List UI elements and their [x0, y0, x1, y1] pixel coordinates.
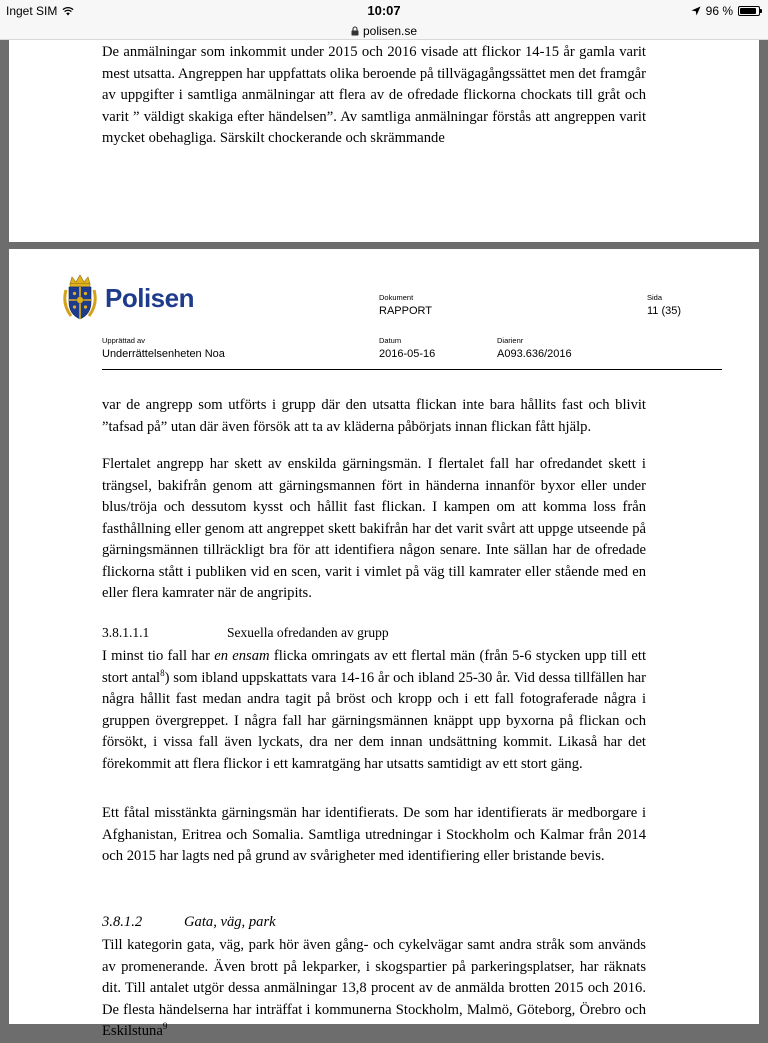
url-text[interactable]: polisen.se: [362, 23, 418, 38]
paragraph-1-text: var de angrepp som utförts i grupp där den utsatta flickan inte bara hållits fast och blivit ”tafsad på” utan där även försök att ta av kläderna påbörjats innan flickan fått hjälp.: [102, 397, 646, 435]
author-field: [102, 336, 225, 361]
status-bar: [0, 0, 768, 22]
date-field: [379, 336, 435, 361]
paragraph-3-part-a: I minst tio fall har: [102, 648, 215, 664]
author-label: Upprättad av: [102, 336, 145, 345]
footnote-ref-9[interactable]: 9: [162, 1021, 168, 1032]
section-2-number: 3.8.1.2: [102, 914, 143, 930]
section-2-title: Gata, väg, park: [184, 914, 276, 930]
paragraph-3-part-b: flicka omringats av ett flertal män (från 5-6 stycken upp till ett stort antal: [102, 648, 647, 686]
battery-percent: 96 %: [705, 4, 733, 18]
location-arrow-icon: [691, 6, 701, 16]
pdf-page-current: [9, 249, 759, 1039]
paragraph-1: [102, 395, 646, 438]
logo-wordmark: Polisen: [105, 282, 194, 313]
paragraph-3-part-c: ) som ibland uppskattats vara 14-16 år och ibland 25-30 år. Vid dessa tillfällen har några hållit fast medan andra tagit på bröst och kropp och i ett fall fotograferade några i gruppen övergreppet. I några fall har gärningsmännen knäppt upp byxorna på flickan och försökt, i vissa fall även lyckats, dra ner dem innan undsättning kommit. Likaså har det förekommit att flera flickor i ett kamratgäng har utsatts samtidigt av ett stort gäng.: [102, 669, 646, 772]
paragraph-4: [102, 803, 646, 868]
police-crest-icon: [61, 274, 99, 322]
paragraph-5-text: [102, 935, 646, 1043]
paragraph-4-text: Ett fåtal misstänkta gärningsmän har identifierats. De som har identifierats är medborgare i Afghanistan, Eritrea och Somalia. Samtliga utredningar i Stockholm och Kalmar från 2014 och 2015 har lagts ned på grund av svårigheter med identifiering eller bristande bevis.: [102, 805, 646, 864]
page1-paragraph: De anmälningar som inkommit under 2015 och 2016 visade att flickor 14-15 år gamla varit mest utsatta. Angreppen har uppfattats olika beroende på tillvägagångssättet men det framgår av uppgifter i samtliga anmälningar att flera av de ofredade flickorna chockats till gråt och varit ” väldigt skakiga efter händelsen”. Av samtliga anmälningar förstås att angreppen varit mycket obehagliga. Särskilt chockerande och skrämmande: [102, 44, 646, 146]
page-value: 11 (35): [647, 305, 682, 317]
date-label: Datum: [379, 336, 402, 345]
pdf-page-previous: [9, 40, 759, 242]
document-label: Dokument: [379, 293, 414, 302]
page1-text-block: [102, 42, 646, 150]
section-heading-1: [102, 625, 389, 641]
paragraph-2-text: Flertalet angrepp har skett av enskilda gärningsmän. I flertalet fall har ofredandet skett i trängsel, bakifrån genom att gärningsmannen fört in händerna innanför byxor eller under blus/tröja och dessutom kysst och hållit fast flickan. I kampen om att komma loss från fasthållning eller genom att angreppet skett bakifrån har det varit svårt att uppge utseende på gärningsmännen tillräckligt bra för att identifiera någon senare. Inte sällan har de ofredade flickorna stått i publiken vid en scen, varit i vimlet på väg till kamrater eller stående med en eller flera kamrater när de angripits.: [102, 456, 646, 601]
document-value: RAPPORT: [379, 305, 432, 317]
diary-value: A093.636/2016: [497, 348, 572, 360]
date-value: 2016-05-16: [379, 348, 436, 360]
header-divider: [102, 369, 722, 370]
lock-icon: [351, 26, 359, 36]
url-bar[interactable]: [0, 22, 768, 40]
paragraph-3-emphasis: en ensam: [214, 648, 270, 664]
footnote-ref-8[interactable]: 8: [160, 667, 165, 678]
paragraph-2: [102, 454, 646, 605]
paragraph-3: [102, 646, 646, 775]
battery-icon: [738, 6, 760, 16]
page-label: Sida: [647, 293, 663, 302]
carrier-label: Inget SIM: [6, 4, 58, 18]
author-value: Underrättelsenheten Noa: [102, 348, 225, 360]
page-field: [647, 293, 681, 318]
paragraph-5: [102, 935, 646, 1043]
diary-field: [497, 336, 572, 361]
section-1-number: 3.8.1.1.1: [102, 625, 150, 640]
battery-fill: [740, 8, 756, 14]
diary-label: Diarienr: [497, 336, 524, 345]
paragraph-5-body: Till kategorin gata, väg, park hör även gång- och cykelvägar samt andra stråk som används av promenerande. Även brott på lekparker, i skogspartier på parkeringsplatser, har räknats dit. Till antalet utgör dessa anmälningar 13,8 procent av de anmälda brotten 2015 och 2016. De flesta händelserna har inträffat i kommunerna Stockholm, Malmö, Göteborg, Örebro och Eskilstuna: [102, 937, 646, 1039]
status-right: [691, 4, 760, 18]
polisen-logo: [61, 274, 194, 322]
paragraph-3-text: [102, 646, 646, 775]
section-heading-2: [102, 914, 276, 931]
document-field: [379, 293, 432, 318]
clock: 10:07: [367, 3, 401, 18]
section-1-title: Sexuella ofredanden av grupp: [227, 625, 389, 640]
